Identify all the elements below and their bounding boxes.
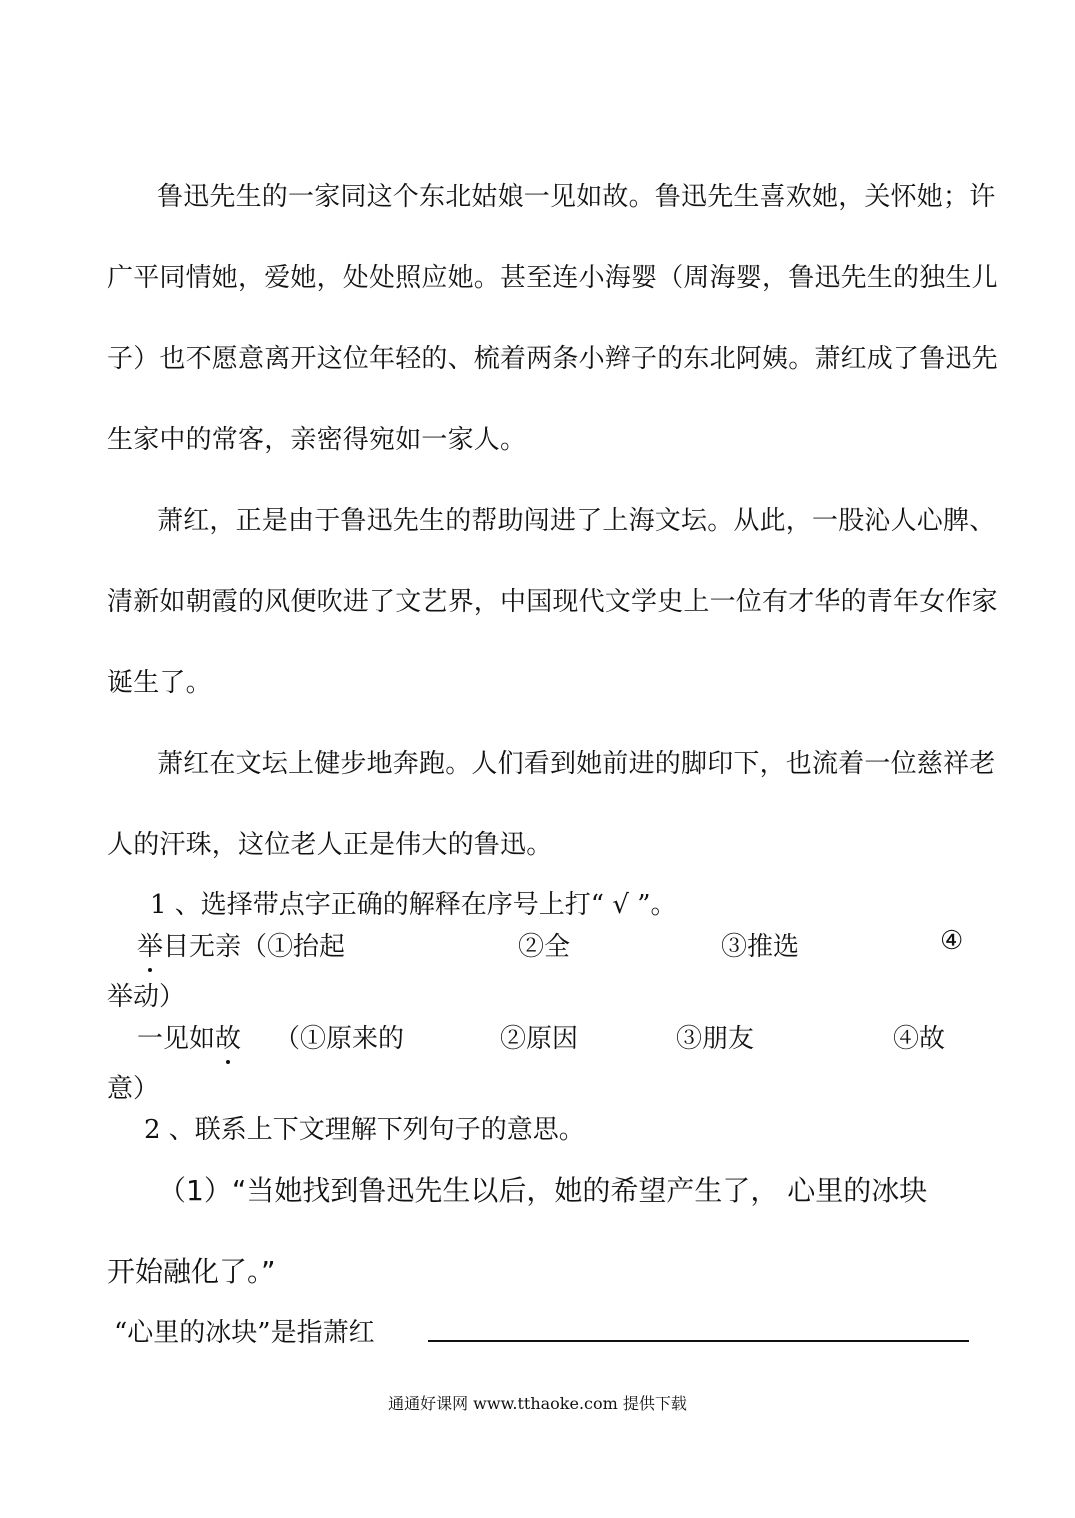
word-rest: 目无亲（ [163, 932, 268, 962]
answer-blank-line[interactable] [428, 1340, 969, 1342]
option-1-text: ①原来的 [300, 1024, 405, 1054]
paren: （ [274, 1024, 301, 1054]
option-4: ④故 [893, 1024, 946, 1054]
dotted-character: 故 [215, 1018, 241, 1055]
option-4-continued: 举动） [107, 982, 186, 1012]
passage-line-3: 子）也不愿意离开这位年轻的、梳着两条小辫子的东北阿姨。萧红成了鲁迅先 [107, 344, 998, 374]
question-2-sentence-line-2: 开始融化了。” [107, 1255, 276, 1288]
footer-source: 通通好课网 www.tthaoke.com 提供下载 [388, 1394, 687, 1413]
question-1-word-1 [137, 926, 345, 963]
option-4-continued: 意） [107, 1074, 160, 1104]
option-1 [274, 1018, 404, 1055]
passage-line-2: 广平同情她，爱她，处处照应她。甚至连小海婴（周海婴，鲁迅先生的独生儿 [107, 263, 998, 293]
option-1: ①抬起 [267, 932, 346, 962]
option-2: ②原因 [500, 1024, 579, 1054]
passage-line-5: 萧红，正是由于鲁迅先生的帮助闯进了上海文坛。从此，一股沁人心脾、 [157, 506, 996, 536]
passage-line-6: 清新如朝霞的风便吹进了文艺界，中国现代文学史上一位有才华的青年女作家 [107, 587, 998, 617]
question-2-sentence-line-1: （1）“当她找到鲁迅先生以后，她的希望产生了， 心里的冰块 [158, 1174, 928, 1207]
answer-prompt: “心里的冰块”是指萧红 [114, 1318, 375, 1348]
passage-line-4: 生家中的常客，亲密得宛如一家人。 [107, 425, 527, 455]
dotted-character: 举 [137, 926, 163, 963]
passage-line-9: 人的汗珠，这位老人正是伟大的鲁迅。 [107, 830, 553, 860]
option-2: ②全 [518, 932, 571, 962]
option-3: ③推选 [721, 932, 800, 962]
passage-line-8: 萧红在文坛上健步地奔跑。人们看到她前进的脚印下，也流着一位慈祥老 [157, 749, 996, 779]
passage-line-1: 鲁迅先生的一家同这个东北姑娘一见如故。鲁迅先生喜欢她，关怀她；许 [157, 182, 996, 212]
passage-line-7: 诞生了。 [107, 668, 212, 698]
question-1-word-2 [137, 1018, 241, 1055]
option-4: ④ [940, 926, 964, 956]
word-pre: 一见如 [137, 1024, 216, 1054]
question-1-prompt: 1 、选择带点字正确的解释在序号上打“ √ ”。 [150, 890, 677, 920]
option-3: ③朋友 [676, 1024, 755, 1054]
question-2-prompt: 2 、联系上下文理解下列句子的意思。 [144, 1115, 585, 1145]
